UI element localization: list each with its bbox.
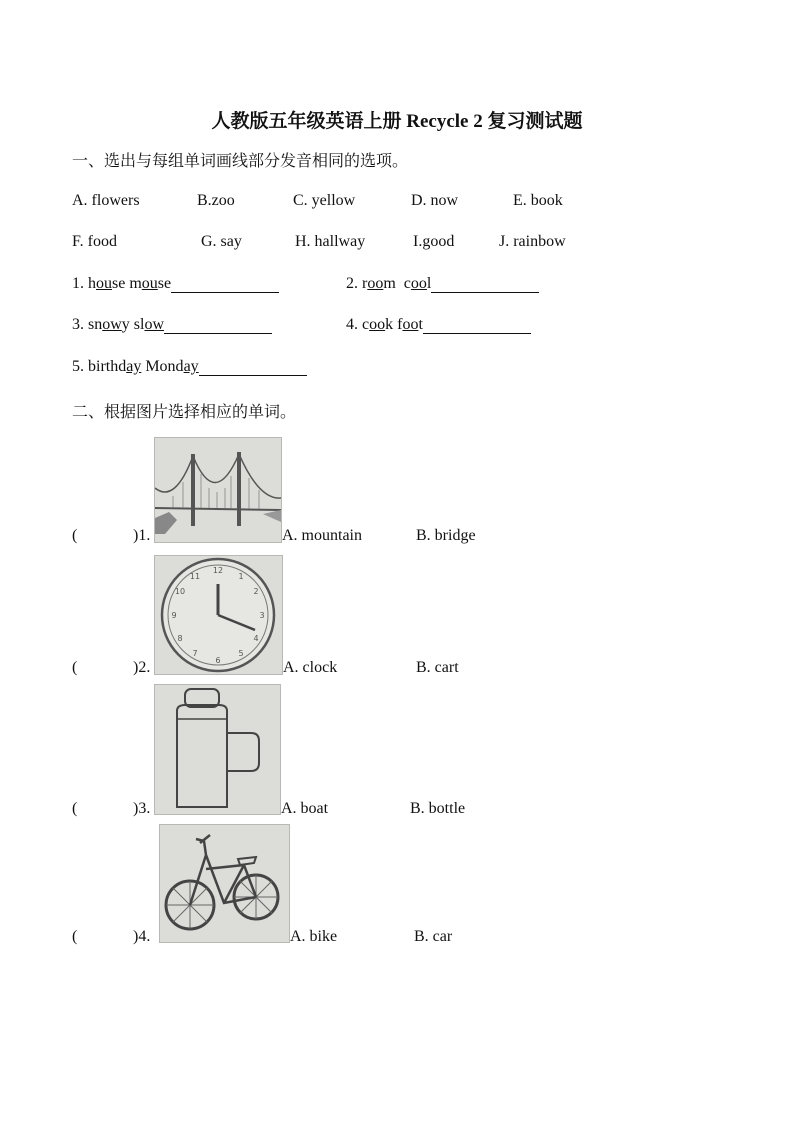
word-part: birthd [88,358,127,375]
svg-text:4: 4 [253,634,259,643]
answer-blank[interactable] [171,277,279,293]
question-number: 3. [72,316,88,333]
word-part: Mond [145,358,184,375]
answer-paren-open[interactable]: ( [72,800,78,817]
question-number: )3. [133,800,151,817]
word-part: se [157,275,172,292]
option-i: I.good [413,233,455,250]
svg-text:6: 6 [215,656,221,665]
svg-text:5: 5 [238,649,244,658]
underlined-part: oo [369,316,386,333]
phonics-question-1 [72,275,279,293]
word-part: sl [133,316,145,333]
svg-text:7: 7 [192,649,198,658]
question-number: )1. [133,527,151,544]
option-e: E. book [513,192,563,209]
option-b: B.zoo [197,192,235,209]
word-part: m [129,275,142,292]
choice-b: B. bridge [416,527,476,544]
question-number: )4. [133,928,151,945]
word-part: h [88,275,96,292]
phonics-question-2 [346,275,539,293]
option-h: H. hallway [295,233,366,250]
choice-b: B. cart [416,659,459,676]
svg-text:3: 3 [259,611,265,620]
option-g: G. say [201,233,242,250]
question-number: 4. [346,316,362,333]
choice-a: A. mountain [282,527,362,544]
bridge-icon [155,438,281,542]
choice-a: A. clock [283,659,338,676]
svg-text:9: 9 [171,611,177,620]
word-part: l [426,275,432,292]
answer-paren-open[interactable]: ( [72,928,78,945]
word-part: sn [88,316,103,333]
underlined-part: ou [141,275,158,292]
underlined-part: oo [402,316,419,333]
choice-a: A. bike [290,928,338,945]
underlined-part: ay [126,358,142,375]
phonics-question-5 [72,358,307,376]
underlined-part: ow [102,316,122,333]
answer-blank[interactable] [423,318,531,334]
word-part: k [385,316,398,333]
underlined-part: ay [183,358,199,375]
underlined-part: oo [367,275,384,292]
page-title: 人教版五年级英语上册 Recycle 2 复习测试题 [211,111,583,132]
question-number: 5. [72,358,88,375]
word-part: se [112,275,130,292]
word-part: m [383,275,404,292]
svg-text:10: 10 [174,587,186,596]
option-a: A. flowers [72,192,140,209]
picture-bike [159,824,290,943]
section-heading-part1: 一、选出与每组单词画线部分发音相同的选项。 [72,151,409,170]
clock-icon [155,556,282,674]
answer-blank[interactable] [164,318,272,334]
choice-a: A. boat [281,800,329,817]
option-f: F. food [72,233,117,250]
option-j: J. rainbow [499,233,566,250]
question-number: 2. [346,275,362,292]
svg-text:12: 12 [212,566,224,575]
option-d: D. now [411,192,459,209]
bottle-icon [155,685,280,814]
svg-text:11: 11 [189,572,201,581]
word-part: f [397,316,403,333]
underlined-part: oo [410,275,427,292]
choice-b: B. bottle [410,800,466,817]
svg-text:2: 2 [253,587,259,596]
svg-text:1: 1 [238,572,244,581]
option-c: C. yellow [293,192,356,209]
answer-blank[interactable] [199,360,307,376]
word-part: y [121,316,134,333]
question-number: )2. [133,659,151,676]
picture-bridge [154,437,282,543]
phonics-question-4 [346,316,531,334]
answer-paren-open[interactable]: ( [72,527,78,544]
choice-b: B. car [414,928,453,945]
phonics-question-3 [72,316,272,334]
answer-paren-open[interactable]: ( [72,659,78,676]
word-part: r [362,275,368,292]
section-heading-part2: 二、根据图片选择相应的单词。 [72,402,297,421]
word-part: c [403,275,411,292]
bike-icon [160,825,289,942]
underlined-part: ow [144,316,165,333]
word-part: t [418,316,423,333]
answer-blank[interactable] [431,277,539,293]
picture-bottle [154,684,281,815]
word-part: c [362,316,370,333]
picture-clock [154,555,283,675]
svg-text:8: 8 [177,634,183,643]
underlined-part: ou [96,275,112,292]
question-number: 1. [72,275,88,292]
